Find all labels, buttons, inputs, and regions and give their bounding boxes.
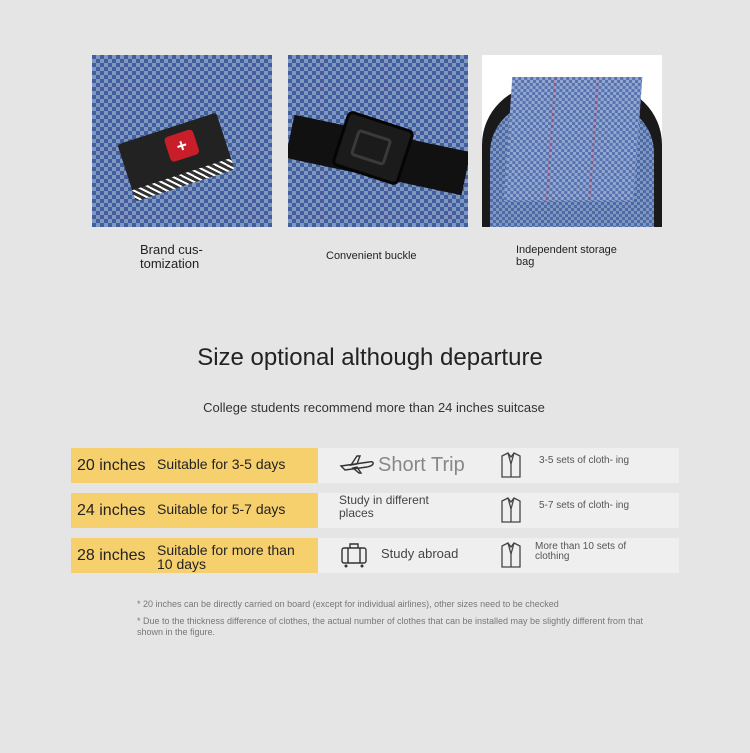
trip-cell: [318, 448, 679, 483]
days-label: Suitable for more than 10 days: [157, 542, 295, 572]
storage-pouch: [504, 77, 643, 201]
trip-label: Study in different places: [339, 493, 429, 520]
section-heading: Size optional although departure: [197, 344, 543, 371]
feature-caption-storage: Independent storage bag: [516, 244, 617, 269]
size-row: [71, 538, 679, 573]
size-row: [71, 493, 679, 528]
trip-cell: [318, 493, 679, 528]
luggage-icon: [339, 542, 369, 574]
size-label: 20 inches: [77, 457, 146, 474]
shirt-icon: [500, 542, 522, 568]
clothes-label: 5-7 sets of cloth- ing: [539, 500, 630, 511]
section-subheading: College students recommend more than 24 inches suitcase: [203, 400, 545, 415]
size-row: [71, 448, 679, 483]
size-label: 28 inches: [77, 547, 146, 564]
size-cell: [71, 538, 318, 573]
storage-bag-photo: [482, 55, 662, 227]
footnote: * Due to the thickness difference of clothes, the actual number of clothes that can be installed may be slightly different from that shown in the figure.: [137, 616, 643, 637]
trip-label: Study abroad: [381, 546, 459, 561]
footnote: * 20 inches can be directly carried on board (except for individual airlines), other sizes need to be checked: [137, 599, 559, 609]
trip-cell: [318, 538, 679, 573]
size-cell: [71, 448, 318, 483]
feature-caption-buckle: Convenient buckle: [326, 250, 417, 262]
days-label: Suitable for 3-5 days: [157, 456, 286, 472]
brand-tag-photo: [92, 55, 272, 227]
size-label: 24 inches: [77, 502, 146, 519]
shirt-icon: [500, 452, 522, 478]
feature-caption-brand: Brand cus- tomization: [140, 242, 203, 272]
buckle-photo: [288, 55, 468, 227]
days-label: Suitable for 5-7 days: [157, 501, 286, 517]
brand-logo-icon: +: [163, 129, 200, 163]
shirt-icon: [500, 497, 522, 523]
brand-tag: [117, 112, 234, 201]
size-cell: [71, 493, 318, 528]
clothes-label: More than 10 sets of clothing: [535, 541, 627, 562]
trip-label: Short Trip: [378, 454, 465, 476]
clothes-label: 3-5 sets of cloth- ing: [539, 455, 630, 466]
airplane-icon: [339, 452, 375, 480]
